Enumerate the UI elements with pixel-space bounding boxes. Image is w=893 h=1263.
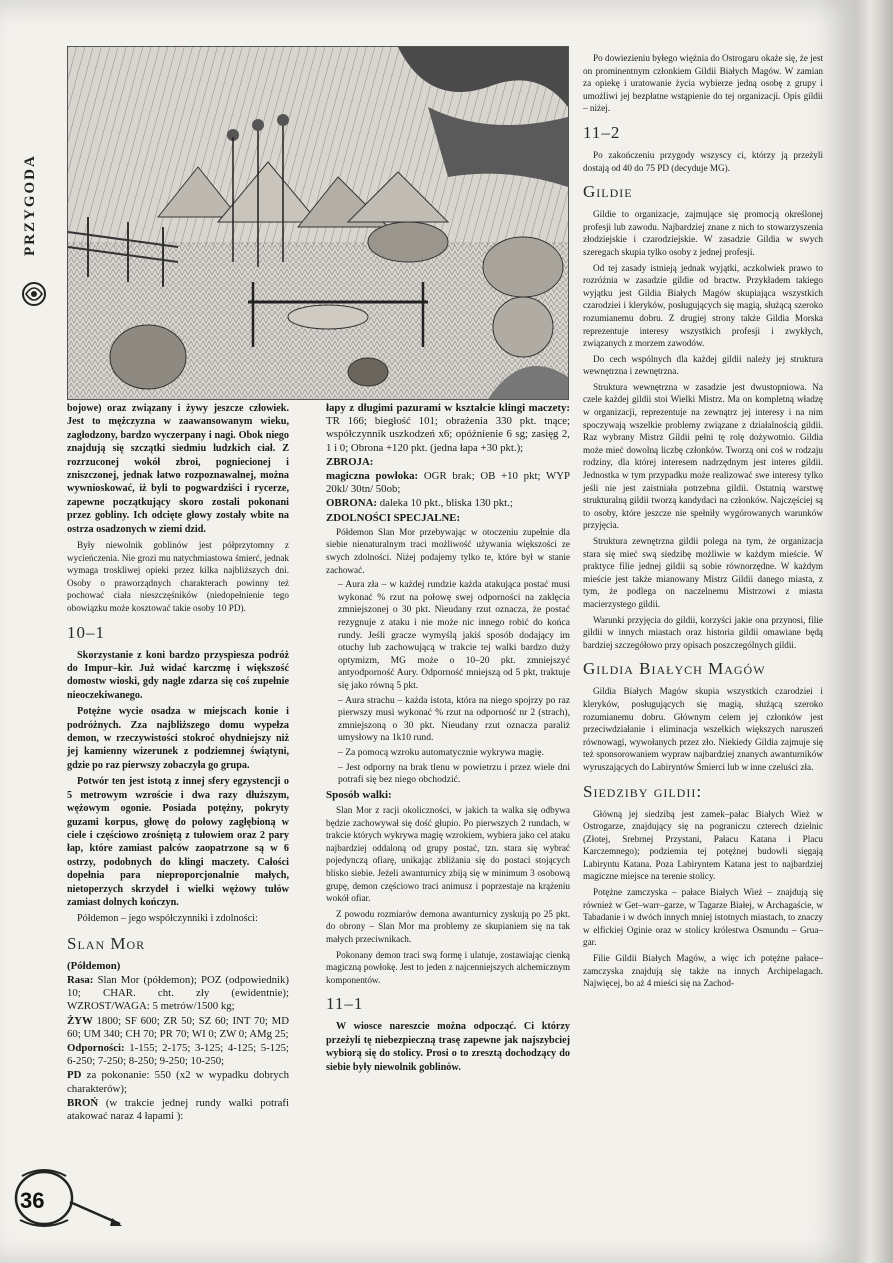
paragraph: Półdemon – jego współczynniki i zdolności: <box>77 913 258 925</box>
paragraph: Po dowiezieniu byłego więźnia do Ostrogaru okaże się, że jest on prominentnym członkiem Gildii Białych Magów. W zamian za opiekę i uratowanie życia wybierze jedną osobę z grupy i umożliwi jej bezpłatne wstąpienie do tej organizacji. Opis gildii – niżej. <box>583 53 823 114</box>
column-right <box>583 52 823 993</box>
stat-line: PD za pokonanie: 550 (x2 w wypadku dobrych charakterów); <box>67 1069 289 1095</box>
paragraph: Gildie to organizacje, zajmujące się promocją określonej profesji lub zawodu. Najbardziej znane z nich to stowarzyszenia złodziejskie i czarodziejskie. W zasadzie Gildia w swych szeregach skupia tylko osoby z jednej profesji. <box>583 209 823 257</box>
paragraph: Do cech wspólnych dla każdej gildii należy jej struktura wewnętrzna i zewnętrzna. <box>583 353 823 377</box>
section-heading: Gildia Białych Magów <box>583 659 766 679</box>
camp-scene-drawing <box>68 47 568 399</box>
stat-line: ZDOLNOŚCI SPECJALNE: <box>326 511 461 524</box>
section-heading: 10–1 <box>67 622 105 642</box>
paragraph: Główną jej siedzibą jest zamek–pałac Białych Wież w Ostrogarze, znajdujący się na pograniczu czterech dzielnic (Złotej, Srebrnej Przystani, Pałacu Katana i Placu Karczemnego); podziemia tej potężnej budowli sięgają Labiryntu Katana. Poza Labiryntem Katana jest to najbardziej magiczne miejsce na terenie stolicy. <box>583 808 823 882</box>
stat-line: ZBROJA: <box>326 455 374 468</box>
paragraph: Slan Mor z racji okoliczności, w jakich ta walka się odbywa będzie zachowywał się dość głupio. Po pierwszych 2 rundach, w trakcie których wykrywa magię wzrokiem, wybiera jako cel ataku najbardziej oddaloną od grupy postać, tzn. stara się wybrać pojedynczą ofiarę, unikając zbliżania się do postaci stojących blisko siebie. Jeżeli awanturnicy zbiją się w minimum 3 osobową grupę, demon częściowo traci animusz i poprzestaje na krążeniu wokół ofiar. <box>326 805 570 904</box>
section-heading: 11–2 <box>583 122 621 142</box>
stat-line: (Półdemon) <box>67 959 121 972</box>
paragraph: W wiosce nareszcie można odpocząć. Ci którzy przeżyli tę niebezpieczną trasę zapewne jak najszybciej wybiorą się do stolicy. Prosi o to zresztą dochodzący do siebie były niewolnik goblinów. <box>326 1021 570 1073</box>
paragraph: Struktura zewnętrzna gildii polega na tym, że organizacja stara się mieć swą siedzibę możliwie w każdym mieście. W praktyce filie jednej gildii są sobie równorzędne. W każdym mieście jest także mianowany Mistrz Gildii danego miasta, z tym, że podlega on naczelnemu Mistrzowi z miasta macierzystego gildii. <box>583 536 823 609</box>
stat-line: BROŃ (w trakcie jednej rundy walki potrafi atakować naraz 4 łapami ): <box>67 1096 289 1122</box>
paragraph: Pokonany demon traci swą formę i ulatuje, zostawiając cienką magiczną powłokę. Jest to jeden z najcenniejszych alchemicznym komponentów. <box>326 949 570 985</box>
paragraph: Struktura wewnętrzna w zasadzie jest dwustopniowa. Na czele każdej gildii stoi Wielki Mistrz. Ma on kompletną władzę w organizacji, reprezentuje na zewnątrz jej interesy i na nim spoczywają wszelkie problemy związane z działalnością gildii. Raz wybrany Mistrz Gildii pełni tę rolę dożywotnio. Gildia może mieć dowolną liczbę członków. Tworzą oni coś w rodzaju rodziny, dla której interesem nadrzędnym jest interes gildii. Jednostka w tym przypadku może realizować swe interesy tylko jeśli nie jest zaistniała potrzebna gildii. Ostatnią warstwę strukturalną gildii tworzą kandydaci na członków. Najczęściej są to osoby, które jeszcze nie spełniły wygórowanych warunków przyjęcia. <box>583 381 823 531</box>
stat-line: ŻYW 1800; SF 600; ZR 50; SZ 60; INT 70; MD 60; UM 340; CH 70; PR 70; WI 0; ZW 0; AMg 25; <box>67 1014 289 1040</box>
list-item: – Aura zła – w każdej rundzie każda atakująca postać musi wykonać % rzut na połowę swej odporności na zaklęcia zmniejszonej o 30 pkt. Nieudany rzut oznacza, że postać rezygnuje z ataku i nie może nic innego robić do końca rundy. Jeśli gracze wymyślą jakiś sposób dodający im otuchy lub zachowującą w trakcie tej walki bardzo duży optymizm, MG może o 10–20 pkt. zmniejszyć antyodporność Aury. Odporność mniejszą od 5 pkt, traktuje się jako równą 5 pkt. <box>338 579 570 691</box>
section-sidebar-label: PRZYGODA <box>22 154 38 256</box>
column-left <box>67 402 289 1124</box>
celtic-knot-icon <box>20 280 48 308</box>
paragraph: Gildia Białych Magów skupia wszystkich czarodziei i kleryków, posługujących się magią, służącą szeroko rozumianemu dobru. Głównym celem jej członków jest przeciwdziałanie i eliminacja wszelkich większych naruszeń równowagi, wywołanych przez zło. Niekiedy Gildia zajmuje się też sponsorowaniem wypraw najbardziej znanych awanturników wyruszających do Labiryntów Śmierci lub w inne czeluści zła. <box>583 686 823 772</box>
paragraph: Warunki przyjęcia do gildii, korzyści jakie ona przynosi, filie gildii w innych miastach oraz historia gildii omawiane będą bardziej szczegółowo przy opisach poszczególnych gildii. <box>583 614 823 650</box>
stat-line: OBRONA: daleka 10 pkt., bliska 130 pkt.; <box>326 497 513 510</box>
paragraph: Potężne wycie osadza w miejscach konie i podróżnych. Zza najbliższego domu wypełza demon, w rzeczywistości stokroć ohydniejszy niż jej kamienny wizerunek z podziemnej świątyni, gdzie po raz pierwszy zobaczyła go grupa. <box>67 706 289 771</box>
paragraph: Z powodu rozmiarów demona awanturnicy zyskują po 25 pkt. do obrony – Slan Mor ma problemy ze skupianiem się na tak małych przeciwnikach. <box>326 908 570 945</box>
list-item: – Za pomocą wzroku automatycznie wykrywa magię. <box>338 746 544 758</box>
stat-line: łapy z długimi pazurami w kształcie klingi maczety: TR 166; biegłość 101; obrażenia 330 pkt. tnące; współczynnik uszkodzeń x6; opóźnienie 6 sg; zasięg 2, 1 i 0; Obrona +120 pkt. (jedna łapa +30 pkt.); <box>326 402 570 454</box>
paragraph: Były niewolnik goblinów jest półprzytomny z wycieńczenia. Nie grozi mu natychmiastowa śmierć, jednak wymaga troskliwej opieki przez kilka najbliższych dni. Osoby o praworządnych charakterach powinny też pochować ciała nieszczęśników (niedopełnienie tego obowiązku może kosztować takie osoby 10 PD). <box>67 540 289 614</box>
page-number: 36 <box>20 1188 45 1213</box>
subheading: Sposób walki: <box>326 788 392 801</box>
stat-line: Odporności: 1-155; 2-175; 3-125; 4-125; 5-125; 6-250; 7-250; 8-250; 9-250; 10-250; <box>67 1041 289 1068</box>
section-heading: Gildie <box>583 182 633 202</box>
page-edge <box>855 0 893 1263</box>
illustration-goblin-camp <box>67 46 569 400</box>
list-item: – Aura strachu – każda istota, która na niego spojrzy po raz pierwszy musi wykonać % rzut na odporność nr 2 (strach), zmniejszoną o 30 pkt. Nieudany rzut oznacza paraliż umysłowy na 1k10 rund. <box>338 694 570 744</box>
section-heading: 11–1 <box>326 994 364 1014</box>
section-heading: Siedziby gildii: <box>583 781 703 801</box>
paragraph: Skorzystanie z koni bardzo przyspiesza podróż do Impur–kir. Już widać karczmę i większość domostw wioski, gdy nagle zdarza się coś zupełnie nieoczekiwanego. <box>67 649 289 701</box>
section-heading: Slan Mor <box>67 933 146 953</box>
paragraph: Półdemon Slan Mor przebywając w otoczeniu zupełnie dla siebie nienaturalnym traci możliwość używania większości ze swych zdolności. Niżej podajemy tylko te, które był w stanie zachować. <box>326 526 570 575</box>
paragraph: Potwór ten jest istotą z innej sfery egzystencji o 5 metrowym wzroście i dwa razy dłuższym, wężowym ogonie. Posiada potężny, pokryty guzami korpus, głowę do połowy zagłębioną w ciele i częściowo zrośniętą z tułowiem oraz 2 pary łap, które zamiast palców zaopatrzone są w 6 ostrzy, podobnych do klingi maczety. Całości dopełnia para nieproporcjonalnie małych, nietoperzych skrzydeł i wielki wężowy tułów zamiast dolnych kończyn. <box>67 776 289 908</box>
stat-line: Rasa: Slan Mor (półdemon); POZ (odpowiednik) 10; CHAR. cht. zły (ewidentnie); WZROST/WAGA: 5 metrów/1500 kg; <box>67 973 289 1013</box>
list-item: – Jest odporny na brak tlenu w powietrzu i przez wiele dni potrafi się bez niego obchodzić. <box>338 761 570 786</box>
paragraph: Filie Gildii Białych Magów, a więc ich potężne pałace–zamczyska znajdują się także na innych Archipelagach. Najwięcej, bo aż 4 mieści się na Zachod- <box>583 953 823 989</box>
column-middle <box>326 402 570 1077</box>
paragraph: bojowe) oraz związany i żywy jeszcze człowiek. Jest to mężczyzna w zaawansowanym wieku, zagłodzony, bardzo wyczerpany i nagi. Obok niego znajdują się szczątki siedmiu ludzkich ciał. Z rozrzuconej wokół zbroi, pogniecionej i zniszczonej, jednak łatwo rozpoznawalnej, można wywnioskować, iż byli to pogwardziści i rycerze, zapewne początkujący skoro zostali pokonani przez gobliny. Ich odcięte głowy zostały wbite na ostrza osadzonych w ziemi dzid. <box>67 403 289 535</box>
paragraph: Od tej zasady istnieją jednak wyjątki, aczkolwiek prawo to rozróżnia w zasadzie gildie od bractw. Przykładem takiego wyjątku jest Gildia Białych Magów skupiająca wszystkich czarodziei i kleryków, posługujących się magią, służącą szeroko rozumianemu dobru. Z drugiej strony także Gildia Morska reprezentuje interesy wszystkich profesji i zwykłych, związanych z morzem zawodów. <box>583 262 823 349</box>
paragraph: Po zakończeniu przygody wszyscy ci, którzy ją przeżyli dostają od 40 do 75 PD (decyduje MG). <box>583 149 823 173</box>
paragraph: Potężne zamczyska – pałace Białych Wież – znajdują się również w Get–warr–garze, w Tagarze Białej, w Archagaście, w Tabadanie i w dwóch innych mniej istotnych miastach, to znaczy w elfickiej Oginie oraz w stolicy królestwa Osmundu – Grua–gar. <box>583 887 823 948</box>
stat-line: magiczna powłoka: OGR brak; OB +10 pkt; WYP 20kl/ 30tn/ 50ob; <box>326 470 571 496</box>
